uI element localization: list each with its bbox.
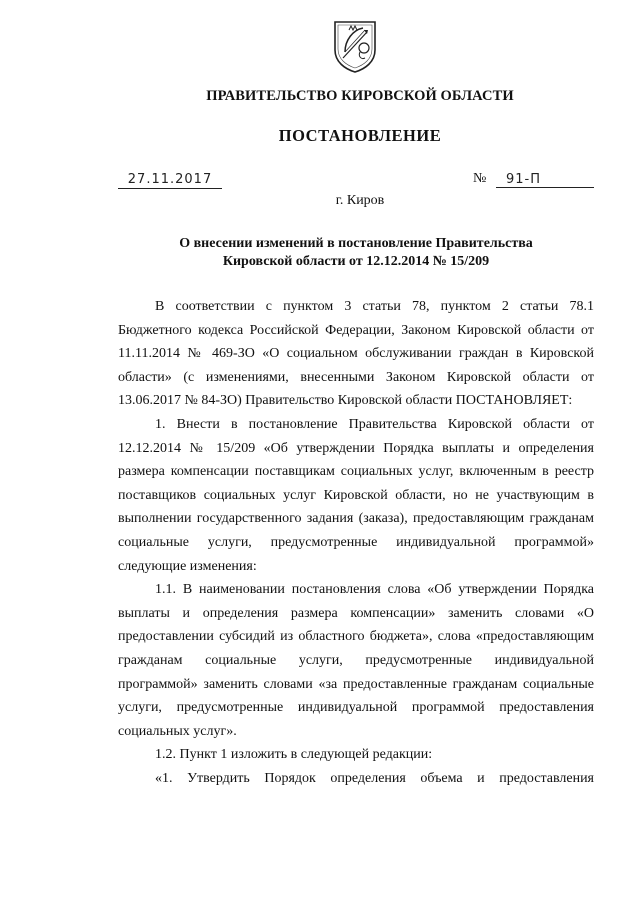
intro-paragraph: В соответствии с пунктом 3 статьи 78, пунктом 2 статьи 78.1 Бюджетного кодекса Российской Федерации, Законом Кировской области от 11.11.2014 № 469-ЗО «О социальном обслуживании граждан в Кировской области» (с изменениями, внесенными Законом Кировской области от 13.06.2017 № 84-ЗО) Правительство Кировской области ПОСТАНОВЛЯЕТ: xyxy=(118,299,594,409)
coat-of-arms-icon xyxy=(331,18,379,74)
subject-line-1: О внесении изменений в постановление Правительства xyxy=(179,236,533,251)
city-label: г. Киров xyxy=(335,193,385,208)
document-number: 91-П xyxy=(496,172,594,188)
item-1-paragraph: 1. Внести в постановление Правительства Кировской области от 12.12.2014 № 15/209 «Об утверждении Порядка выплаты и определения размера компенсации поставщикам социальных услуг, включенным в реестр поставщиков социальных услуг Кировской области, но не участвующим в выполнении государственного задания (заказа), предоставляющим гражданам социальные услуги, предусмотренные индивидуальной программой» следующие изменения: xyxy=(118,416,594,574)
document-body xyxy=(118,295,594,790)
document-date: 27.11.2017 xyxy=(118,172,222,189)
organization-title: ПРАВИТЕЛЬСТВО КИРОВСКОЙ ОБЛАСТИ xyxy=(206,88,514,104)
item-1-2-paragraph: 1.2. Пункт 1 изложить в следующей редакции: xyxy=(155,747,433,763)
item-1-2-quote-paragraph: «1. Утвердить Порядок определения объема и предоставления xyxy=(155,770,594,786)
document-type-title: ПОСТАНОВЛЕНИЕ xyxy=(278,126,442,145)
number-sign: № xyxy=(473,171,487,186)
item-1-1-paragraph: 1.1. В наименовании постановления слова «Об утверждении Порядка выплаты и определения размера компенсации» заменить словами «О предоставлении субсидий из областного бюджета», слова «предоставляющим гражданам социальные услуги, предусмотренные индивидуальной программой» заменить словами «за предоставленные гражданам социальные услуги, предусмотренные индивидуальной программой предоставления социальных услуг». xyxy=(118,582,594,739)
subject-line-2: Кировской области от 12.12.2014 № 15/209 xyxy=(222,254,490,269)
document-subject xyxy=(118,235,594,271)
